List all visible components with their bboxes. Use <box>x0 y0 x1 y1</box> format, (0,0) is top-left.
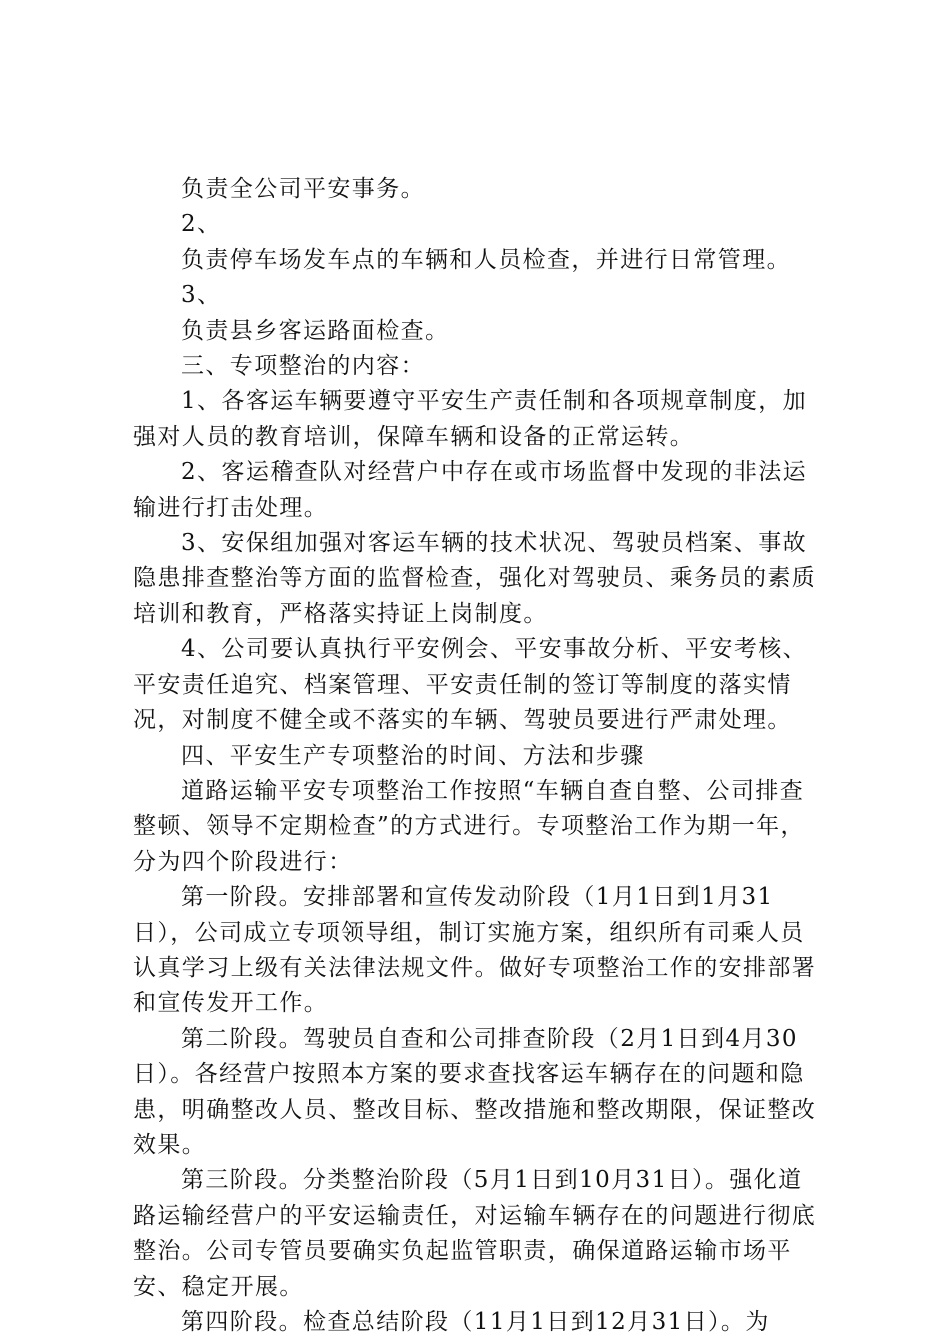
paragraph: 3、 <box>181 282 222 309</box>
paragraph: 第二阶段。驾驶员自查和公司排查阶段（2月1日到4月30日）。各经营户按照本方案的要求查找客运车辆存在的问题和隐患，明确整改人员、整改目标、整改措施和整改期限，保证整改效果。 <box>133 1025 817 1158</box>
document-body <box>133 172 823 1340</box>
paragraph: 2、客运稽查队对经营户中存在或市场监督中发现的非法运输进行打击处理。 <box>133 459 808 521</box>
section-heading: 四、平安生产专项整治的时间、方法和步骤 <box>181 742 645 769</box>
paragraph: 第一阶段。安排部署和宣传发动阶段（1月1日到1月31日），公司成立专项领导组，制订实施方案，组织所有司乘人员认真学习上级有关法律法规文件。做好专项整治工作的安排部署和宣传发开工作。 <box>133 884 817 1017</box>
paragraph: 2、 <box>181 211 222 238</box>
paragraph: 道路运输平安专项整治工作按照“车辆自查自整、公司排查整顿、领导不定期检查”的方式进行。专项整治工作为期一年，分为四个阶段进行： <box>133 777 805 875</box>
paragraph: 第三阶段。分类整治阶段（5月1日到10月31日）。强化道路运输经营户的平安运输责任，对运输车辆存在的问题进行彻底整治。公司专管员要确实负起监管职责，确保道路运输市场平安、稳定开展。 <box>133 1167 817 1300</box>
paragraph: 4、公司要认真执行平安例会、平安事故分析、平安考核、平安责任追究、档案管理、平安责任制的签订等制度的落实情况，对制度不健全或不落实的车辆、驾驶员要进行严肃处理。 <box>133 636 808 734</box>
section-heading: 三、专项整治的内容： <box>181 353 425 380</box>
paragraph: 负责县乡客运路面检查。 <box>181 317 450 344</box>
paragraph: 1、各客运车辆要遵守平安生产责任制和各项规章制度，加强对人员的教育培训，保障车辆和设备的正常运转。 <box>133 388 808 450</box>
paragraph: 负责全公司平安事务。 <box>181 176 425 202</box>
paragraph: 负责停车场发车点的车辆和人员检查，并进行日常管理。 <box>181 246 791 273</box>
paragraph: 第四阶段。检查总结阶段（11月1日到12月31日）。为 <box>181 1309 770 1335</box>
paragraph: 3、安保组加强对客运车辆的技术状况、驾驶员档案、事故隐患排查整治等方面的监督检查，强化对驾驶员、乘务员的素质培训和教育，严格落实持证上岗制度。 <box>133 530 817 627</box>
